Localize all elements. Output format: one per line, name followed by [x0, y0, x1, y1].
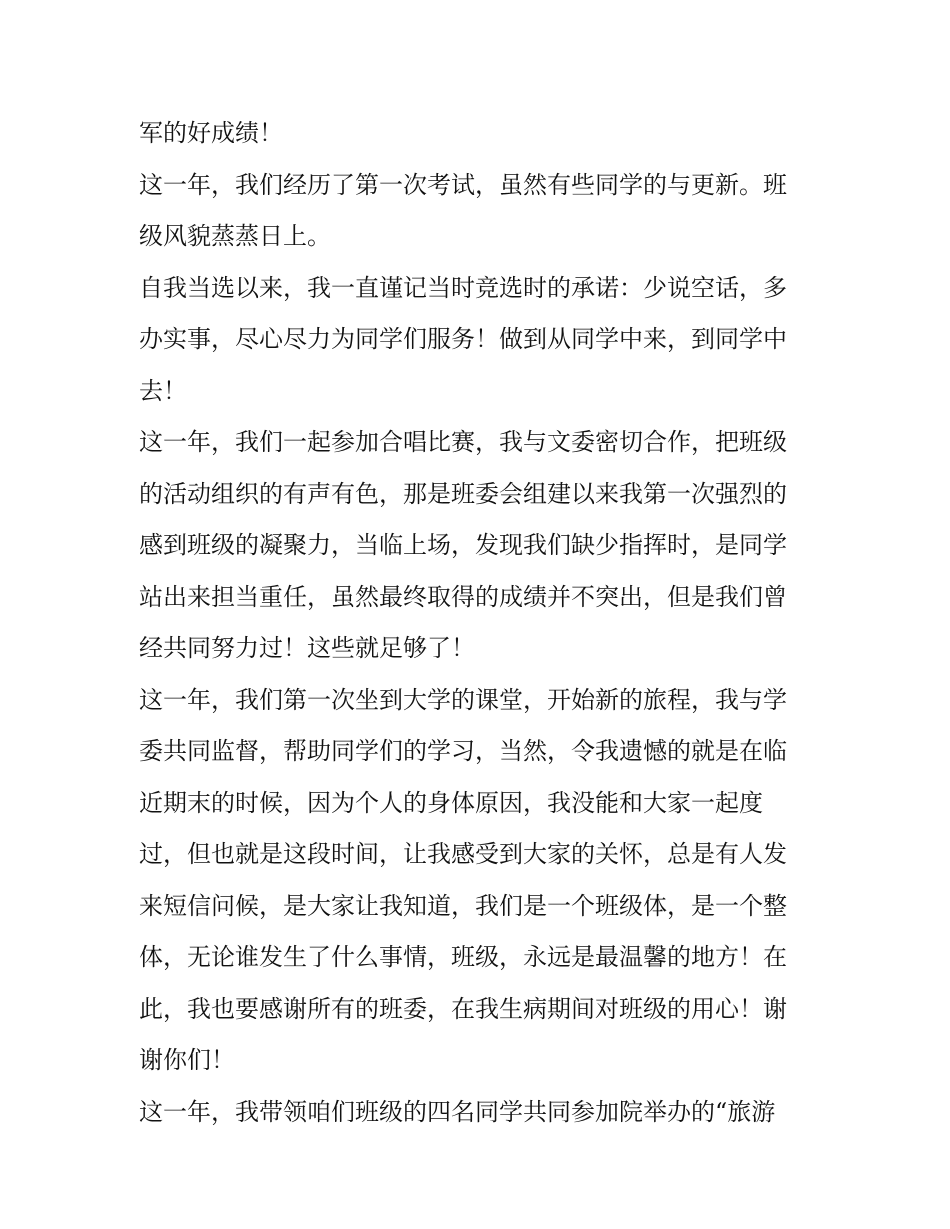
text-line: 站出来担当重任，虽然最终取得的成绩并不突出，但是我们曾	[139, 582, 787, 611]
body-text	[139, 108, 819, 1138]
text-line: 此，我也要感谢所有的班委，在我生病期间对班级的用心！谢	[139, 994, 787, 1023]
text-line: 近期末的时候，因为个人的身体原因，我没能和大家一起度	[139, 788, 763, 817]
text-line: 体，无论谁发生了什么事情，班级，永远是最温馨的地方！在	[139, 943, 787, 971]
text-line: 这一年，我带领咱们班级的四名同学共同参加院举办的“旅游	[139, 1097, 776, 1126]
text-line: 这一年，我们第一次坐到大学的课堂，开始新的旅程，我与学	[139, 685, 787, 714]
text-line: 去！	[139, 376, 187, 405]
text-line: 这一年，我们经历了第一次考试，虽然有些同学的与更新。班	[139, 170, 787, 199]
text-line: 办实事，尽心尽力为同学们服务！做到从同学中来，到同学中	[139, 325, 787, 353]
text-line: 来短信问候，是大家让我知道，我们是一个班级体，是一个整	[139, 891, 787, 920]
text-line: 的活动组织的有声有色，那是班委会组建以来我第一次强烈的	[139, 479, 787, 508]
text-line: 过，但也就是这段时间，让我感受到大家的关怀，总是有人发	[139, 840, 787, 868]
text-line: 经共同努力过！这些就足够了！	[139, 634, 475, 662]
text-line: 军的好成绩！	[139, 119, 283, 147]
text-line: 这一年，我们一起参加合唱比赛，我与文委密切合作，把班级	[139, 428, 787, 456]
text-line: 谢你们！	[139, 1046, 235, 1074]
text-line: 委共同监督，帮助同学们的学习，当然，令我遗憾的就是在临	[139, 737, 787, 765]
text-line: 级风貌蒸蒸日上。	[139, 222, 331, 250]
text-line: 自我当选以来，我一直谨记当时竞选时的承诺：少说空话，多	[139, 273, 787, 302]
text-line: 感到班级的凝聚力，当临上场，发现我们缺少指挥时，是同学	[139, 531, 787, 559]
